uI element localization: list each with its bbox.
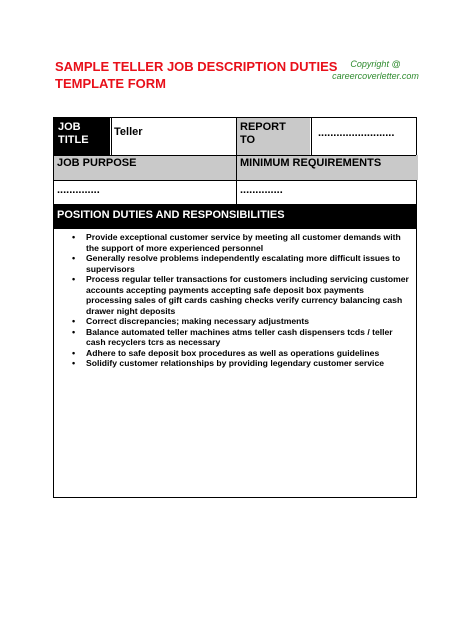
list-item: • Provide exceptional customer service by meeting all customer demands with the support of more experienced personnel [66,232,412,253]
title-line-2: TEMPLATE FORM [55,76,166,91]
copyright-notice [318,58,433,82]
copyright-line-1: Copyright @ [350,59,401,69]
column-divider-1 [111,118,112,155]
list-item: • Process regular teller transactions for customers including servicing customer accounts accepting payments accepting safe deposit box payments processing sales of gift cards cashing checks verify currency balancing cash drawer night deposits [66,274,412,316]
report-to-label-line-2: TO [240,134,256,146]
list-item: • Balance automated teller machines atms teller cash dispensers tcds / teller cash recyclers tcrs as necessary [66,327,412,348]
report-to-label-line-1: REPORT [240,121,286,133]
job-title-label-line-1: JOB [58,121,81,133]
job-title-value: Teller [114,126,143,138]
job-purpose-label: JOB PURPOSE [54,155,236,180]
job-purpose-value: .............. [57,184,100,196]
report-to-label [237,118,310,155]
title-line-1: SAMPLE TELLER JOB DESCRIPTION DUTIES [55,59,338,74]
duties-heading: POSITION DUTIES AND RESPONSIBILITIES [54,204,416,229]
job-title-label-line-2: TITLE [58,134,89,146]
duties-list [66,232,412,369]
minimum-requirements-label: MINIMUM REQUIREMENTS [237,155,418,180]
job-description-form [53,117,417,498]
column-divider-3 [311,118,312,155]
row-divider-1 [54,155,416,156]
report-to-value: ......................... [318,127,395,139]
row-divider-2 [54,180,416,181]
list-item: • Generally resolve problems independently escalating more difficult issues to supervisors [66,253,412,274]
minimum-requirements-value: .............. [240,184,283,196]
list-item: • Adhere to safe deposit box procedures as well as operations guidelines [66,348,412,359]
document-title [55,58,345,92]
list-item: • Correct discrepancies; making necessary adjustments [66,316,412,327]
job-title-label [54,118,110,155]
copyright-url: careercoverletter.com [332,71,419,81]
column-divider-2 [236,118,237,204]
list-item: • Solidify customer relationships by providing legendary customer service [66,358,412,369]
